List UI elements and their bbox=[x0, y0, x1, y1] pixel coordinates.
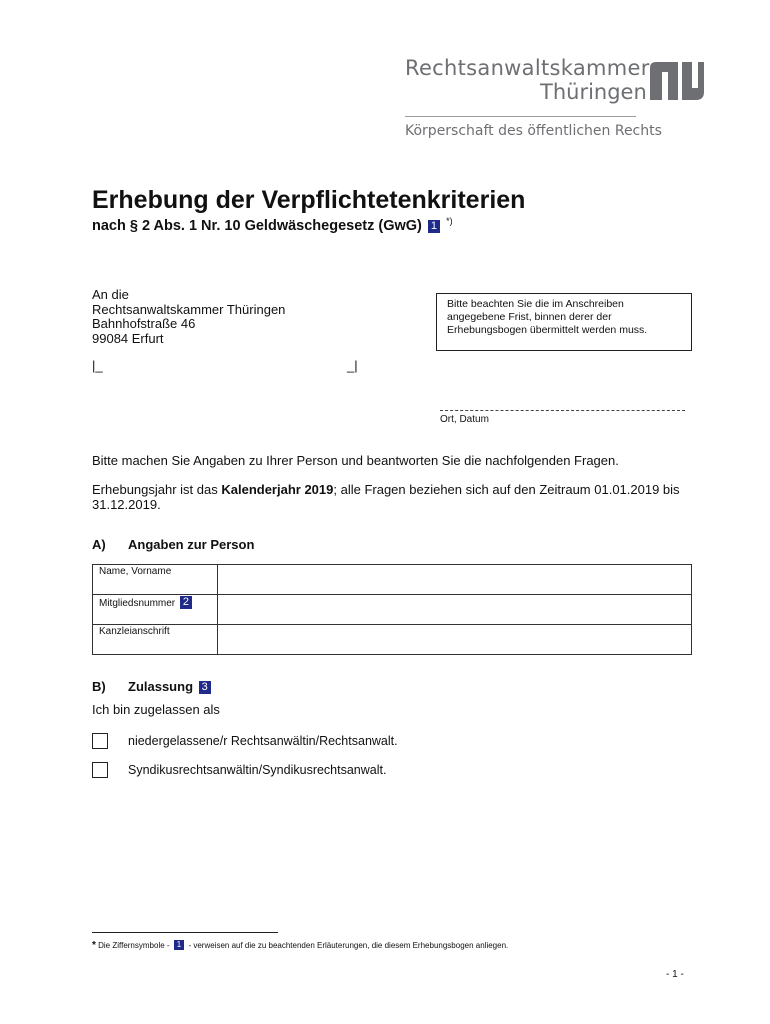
admission-intro: Ich bin zugelassen als bbox=[92, 702, 220, 717]
footnote-badge-1[interactable]: 1 bbox=[428, 220, 440, 233]
survey-year-suffix: ; alle Fragen beziehen sich auf den Zeitraum 01.01.2019 bis 31.12.2019. bbox=[92, 482, 680, 512]
office-address-input-cell[interactable] bbox=[218, 625, 692, 655]
address-line: Bahnhofstraße 46 bbox=[92, 316, 196, 331]
form-title: Erhebung der Verpflichtetenkriterien bbox=[92, 186, 526, 214]
deadline-notice-box: Bitte beachten Sie die im Anschreiben angegebene Frist, binnen derer der Erhebungsbogen übermittelt werden muss. bbox=[436, 293, 692, 351]
place-date-label: Ort, Datum bbox=[440, 414, 489, 425]
asterisk-note: *) bbox=[446, 216, 453, 226]
page-number: - 1 - bbox=[666, 969, 684, 980]
footnote-badge-example: 1 bbox=[174, 940, 184, 950]
footnote-prefix: Die Ziffernsymbole - bbox=[95, 941, 172, 950]
section-b-title bbox=[128, 679, 213, 694]
chamber-logo-icon bbox=[648, 60, 704, 100]
logo-subtitle: Körperschaft des öffentlichen Rechts bbox=[405, 123, 662, 139]
footnote bbox=[92, 940, 508, 951]
checkbox-syndic-lawyer[interactable] bbox=[92, 762, 108, 778]
table-row bbox=[93, 625, 692, 655]
form-subtitle bbox=[92, 216, 453, 234]
option-lawyer-label: niedergelassene/r Rechtsanwältin/Rechtsanwalt. bbox=[128, 734, 398, 748]
member-number-label: Mitgliedsnummer bbox=[99, 598, 176, 609]
logo-title-line1: Rechtsanwaltskammer bbox=[405, 56, 650, 80]
form-subtitle-text: nach § 2 Abs. 1 Nr. 10 Geldwäschegesetz (GwG) bbox=[92, 218, 422, 234]
table-label-name: Name, Vorname bbox=[93, 565, 218, 595]
address-window-corner-left: |_ bbox=[92, 358, 103, 373]
member-number-input-cell[interactable] bbox=[218, 595, 692, 625]
footnote-suffix: - verweisen auf die zu beachtenden Erläuterungen, die diesem Erhebungsbogen anliegen. bbox=[186, 941, 509, 950]
recipient-address bbox=[92, 288, 285, 346]
table-row bbox=[93, 595, 692, 625]
table-label-member-number bbox=[93, 595, 218, 625]
table-label-office-address: Kanzleianschrift bbox=[93, 625, 218, 655]
footnote-divider bbox=[92, 932, 278, 933]
name-input-cell[interactable] bbox=[218, 565, 692, 595]
person-details-table bbox=[92, 564, 692, 655]
checkbox-lawyer[interactable] bbox=[92, 733, 108, 749]
survey-year-prefix: Erhebungsjahr ist das bbox=[92, 482, 222, 497]
logo-divider bbox=[405, 116, 636, 117]
address-line: Rechtsanwaltskammer Thüringen bbox=[92, 301, 286, 317]
section-a-title: Angaben zur Person bbox=[128, 537, 255, 552]
option-syndic-lawyer-label: Syndikusrechtsanwältin/Syndikusrechtsanwalt. bbox=[128, 763, 387, 777]
address-line: 99084 Erfurt bbox=[92, 330, 164, 346]
address-window-corner-right: _| bbox=[347, 358, 358, 373]
intro-paragraph: Bitte machen Sie Angaben zu Ihrer Person und beantworten Sie die nachfolgenden Fragen. bbox=[92, 453, 619, 468]
address-line: An die bbox=[92, 287, 129, 302]
place-date-field[interactable] bbox=[440, 410, 685, 411]
footnote-badge-2[interactable]: 2 bbox=[180, 596, 192, 609]
footnote-star: * bbox=[92, 940, 96, 951]
survey-year-bold: Kalenderjahr 2019 bbox=[221, 482, 334, 497]
footnote-badge-3[interactable]: 3 bbox=[199, 681, 211, 694]
survey-year-paragraph bbox=[92, 482, 692, 512]
section-b-title-text: Zulassung bbox=[128, 679, 194, 694]
section-b-letter: B) bbox=[92, 679, 106, 694]
table-row bbox=[93, 565, 692, 595]
logo-title-line2: Thüringen bbox=[540, 80, 647, 104]
section-a-letter: A) bbox=[92, 537, 106, 552]
